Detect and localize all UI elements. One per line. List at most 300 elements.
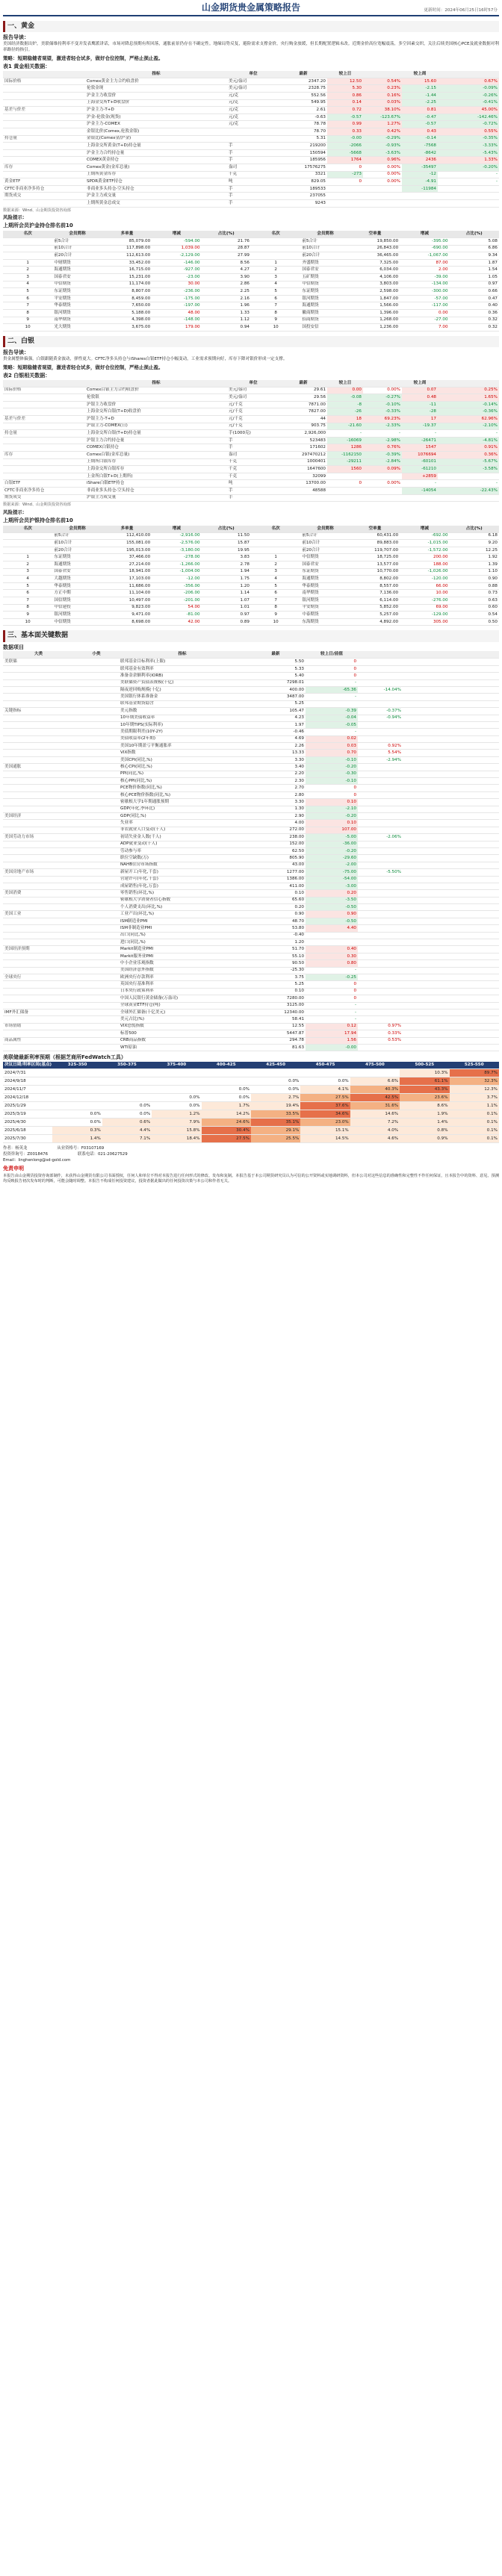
fedwatch-cell: [102, 1077, 152, 1086]
gold-strategy: 策略：短期稳健者观望，激进者轻仓试多，做好仓位控制，严格止损止盈。: [3, 55, 164, 61]
rank-cell: -201.00: [152, 597, 201, 604]
row-d1p: -3.63%: [363, 149, 402, 157]
row-d1: 1560: [327, 466, 363, 473]
rank-header-cell: 占比(%): [202, 526, 251, 533]
macro-indicator: 出口(同比,%): [119, 932, 246, 939]
macro-category: 美国工业: [3, 911, 74, 918]
rank-header-cell: 多单量: [102, 231, 152, 238]
macro-change-pct: [358, 820, 403, 827]
macro-table-title: 数据项目: [3, 644, 24, 650]
row-indicator: 沪银主力收盘价: [85, 401, 227, 408]
macro-row: [3, 750, 499, 756]
fedwatch-cell: 4.6%: [350, 1135, 400, 1143]
rank-cell: 2.16: [202, 295, 251, 302]
fedwatch-cell: 14.6%: [350, 1110, 400, 1119]
rank-cell: 4: [251, 281, 300, 288]
row-indicator: 沪金主力收盘价: [85, 93, 227, 100]
rank-cell: -2,129.00: [152, 252, 201, 260]
row-w1p: -0.35%: [438, 135, 499, 143]
rank-cell: 9: [3, 612, 52, 619]
row-group: 期货成交: [3, 193, 85, 200]
macro-latest: 53.80: [246, 925, 306, 932]
header-cell: 较上日: [327, 71, 363, 78]
macro-spacer: [403, 799, 499, 806]
macro-subcategory: [74, 904, 119, 911]
macro-category: 关键指标: [3, 708, 74, 715]
row-d1: -: [327, 430, 363, 438]
macro-change: -0.20: [306, 813, 358, 820]
row-unit: 元/克: [227, 93, 279, 100]
macro-latest: 272.00: [246, 827, 306, 833]
rank-cell: 7: [3, 302, 52, 310]
row-d1: 5.30: [327, 85, 363, 93]
rank-cell: 1.92: [450, 554, 499, 561]
rank-cell: 60,431.00: [350, 532, 400, 540]
rank-cell: 东证期货: [52, 288, 102, 296]
table-row: [3, 408, 499, 416]
row-latest: 185956: [279, 157, 327, 164]
macro-change: -0.10: [306, 756, 358, 763]
macro-row: [3, 897, 499, 903]
macro-row: [3, 1023, 499, 1030]
row-indicator: 上期所黄金库存: [85, 171, 227, 178]
rank-cell: 10.00: [400, 590, 449, 597]
macro-subcategory: [74, 820, 119, 827]
rank-header-cell: 名次: [251, 526, 300, 533]
row-indicator: 伦敦金现: [85, 85, 227, 93]
macro-indicator: 中小企业乐观指数: [119, 960, 246, 967]
rank-cell: 3: [251, 568, 300, 576]
rank-cell: 光大期货: [52, 324, 102, 332]
rank-cell: 89,883.00: [350, 540, 400, 547]
macro-category: [3, 700, 74, 707]
macro-subcategory: [74, 659, 119, 665]
header-cell: [363, 380, 402, 388]
rank-cell: -300.00: [400, 288, 449, 296]
macro-latest: 1.30: [246, 806, 306, 812]
rank-row: [3, 576, 499, 583]
rank-cell: -2,916.00: [152, 532, 201, 540]
macro-spacer: [403, 834, 499, 841]
rank-cell: 27.99: [202, 252, 251, 260]
macro-change-pct: [358, 1016, 403, 1023]
row-w1p: 0.67%: [438, 78, 499, 85]
macro-spacer: [403, 918, 499, 924]
macro-indicator: 美元指数: [119, 708, 246, 715]
report-header: [3, 0, 499, 16]
macro-spacer: [403, 855, 499, 862]
macro-indicator: 联邦基金目标利率(上限): [119, 659, 246, 665]
macro-row: [3, 911, 499, 918]
macro-latest: 2.80: [246, 791, 306, 798]
rank-header-cell: 占比(%): [450, 526, 499, 533]
macro-change-pct: [358, 771, 403, 777]
macro-category: [3, 939, 74, 946]
macro-spacer: [403, 932, 499, 939]
rank-cell: 6: [3, 590, 52, 597]
rank-cell: 1.07: [202, 597, 251, 604]
macro-latest: 2.90: [246, 813, 306, 820]
fedwatch-cell: 29.1%: [251, 1127, 300, 1135]
fedwatch-cell: 0.1%: [450, 1127, 499, 1135]
row-group: [3, 93, 85, 100]
rank-cell: 10: [3, 324, 52, 332]
row-indicator: 沪银主力成交量: [85, 494, 227, 502]
rank-cell: 7: [251, 597, 300, 604]
macro-spacer: [403, 694, 499, 700]
macro-subcategory: [74, 694, 119, 700]
macro-spacer: [403, 813, 499, 820]
macro-indicator: 成屋销售(年化,万套): [119, 883, 246, 889]
fedwatch-cell: 1.4%: [400, 1119, 449, 1127]
row-w1p: [438, 473, 499, 480]
row-w1p: -5.43%: [438, 149, 499, 157]
macro-header-cell: 小类: [74, 651, 119, 659]
rank-cell: 1: [3, 554, 52, 561]
rank-cell: 国泰君安: [300, 561, 350, 568]
fedwatch-date: 2024/9/18: [3, 1077, 52, 1086]
row-w1p: 0.36%: [438, 451, 499, 458]
fedwatch-cell: 1.2%: [152, 1110, 201, 1119]
fedwatch-col: 425-450: [251, 1062, 300, 1069]
row-d1: 18: [327, 416, 363, 423]
rank-cell: -276.00: [400, 597, 449, 604]
row-d1p: 0.00%: [363, 178, 402, 186]
macro-category: [3, 806, 74, 812]
fedwatch-cell: [102, 1086, 152, 1094]
rank-cell: 前10合计: [52, 245, 102, 252]
header-cell: 单位: [227, 71, 279, 78]
macro-change-pct: -2.06%: [358, 834, 403, 841]
fedwatch-cell: 15.8%: [152, 1127, 201, 1135]
report-title: 山金期货贵金属策略报告: [201, 2, 300, 13]
row-w1p: -: [438, 178, 499, 186]
table-row: [3, 107, 499, 114]
macro-row: [3, 665, 499, 672]
macro-change: -0.20: [306, 764, 358, 771]
rank-cell: 9,823.00: [102, 604, 152, 612]
rank-cell: 0.63: [450, 597, 499, 604]
fedwatch-cell: 0.0%: [251, 1086, 300, 1094]
macro-indicator: 工业产出(环比,%): [119, 911, 246, 918]
macro-change-pct: 0.53%: [358, 1037, 403, 1044]
macro-indicator: 进口(同比,%): [119, 939, 246, 946]
header-group: [3, 71, 85, 78]
rank-cell: [251, 540, 300, 547]
row-latest: 523483: [279, 437, 327, 444]
rank-header-cell: 名次: [3, 231, 52, 238]
rank-cell: 徽商期货: [300, 309, 350, 317]
row-d1: 0: [327, 480, 363, 488]
fedwatch-row: [3, 1110, 499, 1119]
rank-cell: 国泰君安: [52, 273, 102, 281]
row-w1p: 0.91%: [438, 444, 499, 452]
row-d1p: -123.67%: [363, 113, 402, 121]
macro-latest: 1277.00: [246, 869, 306, 876]
row-d1p: [363, 185, 402, 193]
rank-cell: 1.20: [202, 582, 251, 590]
macro-latest: 1.97: [246, 721, 306, 728]
macro-change: -0.25: [306, 974, 358, 980]
macro-row: [3, 855, 499, 862]
macro-category: [3, 897, 74, 903]
rank-cell: 海通期货: [300, 302, 350, 310]
macro-category: [3, 960, 74, 967]
macro-subcategory: [74, 897, 119, 903]
row-latest: 189533: [279, 185, 327, 193]
row-unit: 元/克: [227, 99, 279, 107]
row-w1p: -: [438, 430, 499, 438]
rank-cell: 36,465.00: [350, 252, 400, 260]
rank-header-cell: 空单量: [350, 231, 400, 238]
macro-latest: 12340.00: [246, 1009, 306, 1015]
fedwatch-cell: [251, 1069, 300, 1077]
macro-spacer: [403, 756, 499, 763]
email[interactable]: Email：linghenlong@sd-gold.com: [3, 1158, 71, 1163]
macro-change: 0: [306, 785, 358, 791]
fedwatch-cell: 10.3%: [400, 1069, 449, 1077]
rank-cell: -2,576.00: [152, 540, 201, 547]
rank-header-cell: 增减: [152, 231, 201, 238]
macro-row: [3, 708, 499, 715]
macro-change: 0.02: [306, 735, 358, 742]
macro-subcategory: [74, 1023, 119, 1030]
table-row: [3, 78, 499, 85]
fedwatch-date: 2024/11/7: [3, 1086, 52, 1094]
row-d1p: 0.23%: [363, 85, 402, 93]
macro-table-body: [3, 659, 499, 1051]
rank-cell: -927.00: [152, 267, 201, 274]
macro-category: 美联储: [3, 659, 74, 665]
row-latest: 7871.00: [279, 401, 327, 408]
macro-subcategory: [74, 735, 119, 742]
macro-change: -0.20: [306, 847, 358, 854]
macro-subcategory: [74, 862, 119, 868]
rank-cell: 3,675.00: [102, 324, 152, 332]
macro-row: [3, 1009, 499, 1015]
macro-spacer: [403, 974, 499, 980]
gold-rank-body: [3, 238, 499, 332]
rank-cell: 10,497.00: [102, 597, 152, 604]
macro-row: [3, 883, 499, 889]
row-w1: -14054: [402, 487, 438, 494]
row-latest: 44: [279, 416, 327, 423]
fedwatch-col: 450-475: [300, 1062, 350, 1069]
macro-indicator: 初请失业金人数(千人): [119, 834, 246, 841]
macro-row: [3, 932, 499, 939]
macro-spacer: [403, 721, 499, 728]
fedwatch-cell: [102, 1069, 152, 1077]
rank-cell: -57.00: [400, 295, 449, 302]
row-unit: 元/克: [227, 107, 279, 114]
rank-cell: 188.00: [400, 561, 449, 568]
macro-subcategory: [74, 939, 119, 946]
macro-subcategory: [74, 750, 119, 756]
rank-cell: 155,081.00: [102, 540, 152, 547]
silver-strategy: 策略：短期稳健者观望，激进者轻仓试多，做好仓位控制，严格止损止盈。: [3, 364, 164, 370]
row-d1: -273: [327, 171, 363, 178]
rank-cell: 前20合计: [52, 252, 102, 260]
macro-spacer: [403, 995, 499, 1002]
rank-cell: 海通期货: [52, 561, 102, 568]
macro-indicator: 全球黄金ETF持仓(吨): [119, 1002, 246, 1009]
macro-category: [3, 743, 74, 750]
row-group: [3, 113, 85, 121]
fedwatch-col: 525-550: [450, 1062, 499, 1069]
row-d1p: -0.93%: [363, 143, 402, 150]
rank-cell: 0.40: [450, 302, 499, 310]
row-latest: 1000401: [279, 458, 327, 466]
macro-change-pct: [358, 862, 403, 868]
macro-row: [3, 946, 499, 953]
macro-change: -36.00: [306, 841, 358, 847]
fedwatch-cell: [152, 1069, 201, 1077]
macro-change: -0.10: [306, 778, 358, 785]
row-latest: 7827.00: [279, 408, 327, 416]
macro-subcategory: [74, 778, 119, 785]
row-latest: 9243: [279, 199, 327, 207]
fedwatch-row: [3, 1094, 499, 1102]
row-w1: 0.48: [402, 394, 438, 402]
gold-rank-title: 上期所会员沪金持仓排名前10: [3, 223, 73, 229]
macro-row: [3, 862, 499, 868]
rank-cell: 4: [251, 576, 300, 583]
fedwatch-cell: [350, 1069, 400, 1077]
macro-spacer: [403, 700, 499, 707]
row-d1p: -: [363, 430, 402, 438]
rank-cell: 112,613.00: [102, 252, 152, 260]
fedwatch-row: [3, 1069, 499, 1077]
row-indicator: 非商业多头持仓-空头持仓: [85, 487, 227, 494]
macro-change-pct: 5.54%: [358, 750, 403, 756]
rank-header-cell: 名次: [3, 526, 52, 533]
macro-latest: 0.10: [246, 890, 306, 897]
macro-row: [3, 1030, 499, 1037]
macro-category: [3, 981, 74, 988]
table-row: [3, 437, 499, 444]
rank-cell: -690.00: [400, 245, 449, 252]
macro-indicator: 核心CPI(同比,%): [119, 764, 246, 771]
table-row: [3, 99, 499, 107]
row-w1: -12: [402, 171, 438, 178]
table-row: [3, 387, 499, 394]
rank-cell: 1.54: [450, 267, 499, 274]
macro-indicator: 美联储资产负债表规模(十亿): [119, 679, 246, 686]
macro-latest: 5.25: [246, 700, 306, 707]
macro-indicator: 职位空缺数(万): [119, 855, 246, 862]
rank-cell: 招商期货: [300, 317, 350, 324]
row-w1p: 62.96%: [438, 416, 499, 423]
rank-cell: 国信期货: [52, 597, 102, 604]
macro-change-pct: [358, 694, 403, 700]
macro-category: [3, 995, 74, 1002]
macro-spacer: [403, 708, 499, 715]
gold-table-title: 表1 黄金相关数据：: [3, 63, 51, 69]
fedwatch-cell: 7.2%: [350, 1119, 400, 1127]
rank-cell: 银河期货: [300, 295, 350, 302]
row-w1p: -0.20%: [438, 164, 499, 171]
macro-row: [3, 686, 499, 693]
row-unit: 千克: [227, 458, 279, 466]
macro-spacer: [403, 1009, 499, 1015]
macro-change: 1.56: [306, 1037, 358, 1044]
macro-subcategory: [74, 813, 119, 820]
row-w1: 17: [402, 416, 438, 423]
rank-cell: 6,114.00: [350, 597, 400, 604]
row-w1: -35497: [402, 164, 438, 171]
rank-cell: 5: [251, 288, 300, 296]
row-w1p: [438, 193, 499, 200]
silver-risk: 风险提示：: [3, 508, 28, 515]
rank-cell: -120.00: [400, 576, 449, 583]
macro-indicator: 中国人民银行黄金储备(万盎司): [119, 995, 246, 1002]
row-d1p: 0.00%: [363, 387, 402, 394]
macro-indicator: NAHB住房市场指数: [119, 862, 246, 868]
rank-row: [3, 597, 499, 604]
macro-spacer: [403, 1037, 499, 1044]
macro-spacer: [403, 939, 499, 946]
macro-indicator: 美元占比(%): [119, 1016, 246, 1023]
rank-cell: -12.00: [152, 576, 201, 583]
fedwatch-cell: 43.3%: [400, 1086, 449, 1094]
macro-indicator: ISM非制造业PMI: [119, 925, 246, 932]
row-d1p: -0.10%: [363, 401, 402, 408]
fedwatch-cell: 27.5%: [202, 1135, 251, 1143]
row-w1: -11984: [402, 185, 438, 193]
rank-cell: 5: [251, 582, 300, 590]
macro-row: [3, 715, 499, 721]
header-cell: 最新: [279, 71, 327, 78]
macro-subcategory: [74, 1044, 119, 1051]
row-d1p: 69.23%: [363, 416, 402, 423]
macro-row: [3, 995, 499, 1002]
row-d1p: [363, 473, 402, 480]
macro-indicator: 密歇根大学1年期通胀预期: [119, 799, 246, 806]
macro-change-pct: [358, 778, 403, 785]
fedwatch-cell: 1.4%: [52, 1135, 102, 1143]
macro-spacer: [403, 686, 499, 693]
row-group: 持仓量: [3, 135, 85, 143]
fedwatch-date: 2025/4/30: [3, 1119, 52, 1127]
row-group: CFTC非商业净多持仓: [3, 487, 85, 494]
rank-cell: 87.00: [400, 259, 449, 267]
row-unit: 美元/盎司: [227, 387, 279, 394]
rank-cell: 齐盛期货: [300, 259, 350, 267]
macro-row: [3, 974, 499, 980]
macro-indicator: 10年期TIPS(实际利率): [119, 721, 246, 728]
macro-subcategory: [74, 743, 119, 750]
macro-change-pct: [358, 904, 403, 911]
rank-cell: 南华期货: [300, 590, 350, 597]
macro-category: 美国经济: [3, 813, 74, 820]
macro-row: [3, 679, 499, 686]
macro-category: [3, 785, 74, 791]
macro-change-pct: [358, 946, 403, 953]
row-latest: 297470212: [279, 451, 327, 458]
macro-indicator: CRB商品指数: [119, 1037, 246, 1044]
rank-cell: 8.56: [202, 259, 251, 267]
row-group: [3, 149, 85, 157]
row-d1: -16069: [327, 437, 363, 444]
rank-cell: 10: [251, 618, 300, 626]
row-d1: 0.33: [327, 128, 363, 136]
macro-header-cell: 指标: [119, 651, 246, 659]
macro-latest: 2.20: [246, 771, 306, 777]
fedwatch-cell: 35.1%: [251, 1119, 300, 1127]
macro-subcategory: [74, 960, 119, 967]
rank-cell: 15,231.00: [102, 273, 152, 281]
row-d1p: [363, 494, 402, 502]
